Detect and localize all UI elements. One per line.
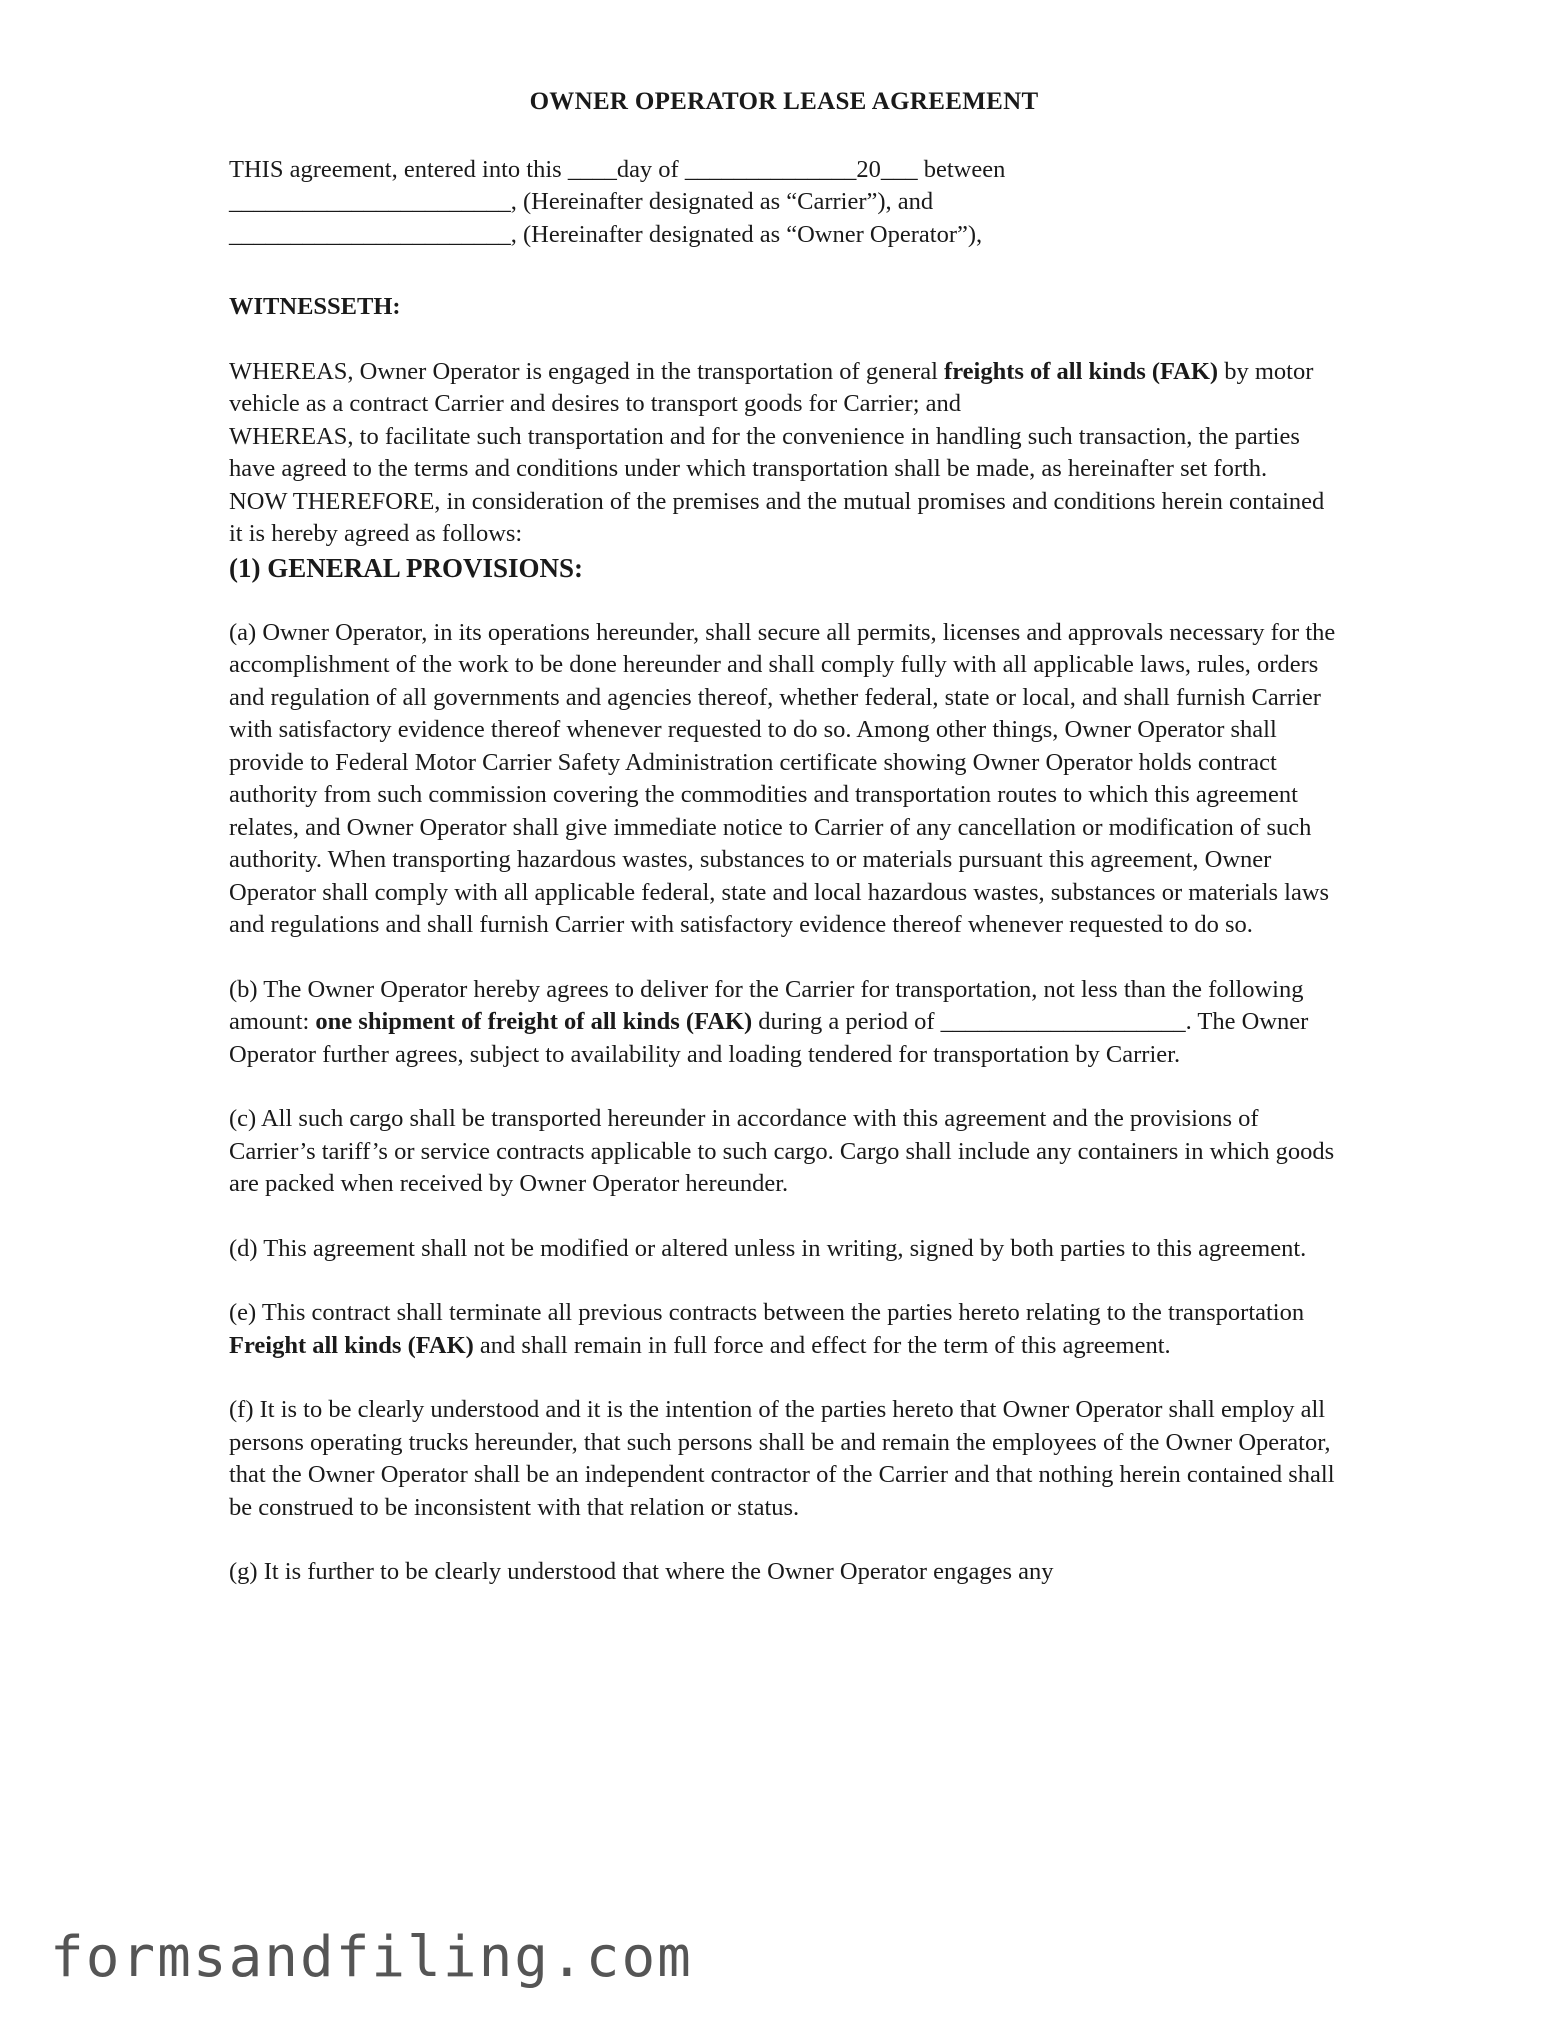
witnesseth-heading: WITNESSETH:: [229, 293, 401, 320]
document-title: OWNER OPERATOR LEASE AGREEMENT: [529, 88, 1039, 115]
provision-f: (f) It is to be clearly understood and it is the intention of the parties hereto that Owner Operator shall employ all persons operating trucks hereunder, that such persons shall be and remain the employees of the Owner Operator, that the Owner Operator shall be an independent contractor of the Carrier and that nothing herein contained shall be construed to be inconsistent with that relation or status.: [229, 1396, 1335, 1521]
provision-c: (c) All such cargo shall be transported hereunder in accordance with this agreement and the provisions of Carrier’s tariff’s or service contracts applicable to such cargo. Cargo shall include any containers in which goods are packed when received by Owner Operator hereunder.: [229, 1105, 1335, 1197]
intro-line-1: THIS agreement, entered into this ____day of ______________20___ between: [229, 155, 1006, 183]
provision-b: (b) The Owner Operator hereby agrees to deliver for the Carrier for transportation, not less than the following amount: one shipment of freight of all kinds (FAK) during a period of ____________________. The Owner Operator further agrees, subject to availability and loading tendered for transportation by Carrier.: [229, 975, 1309, 1068]
provision-a: (a) Owner Operator, in its operations hereunder, shall secure all permits, licenses and approvals necessary for the accomplishment of the work to be done hereunder and shall comply fully with all applicable laws, rules, orders and regulation of all governments and agencies thereof, whether federal, state or local, and shall furnish Carrier with satisfactory evidence thereof whenever requested to do so. Among other things, Owner Operator shall provide to Federal Motor Carrier Safety Administration certificate showing Owner Operator holds contract authority from such commission covering the commodities and transportation routes to which this agreement relates, and Owner Operator shall give immediate notice to Carrier of any cancellation or modification of such authority. When transporting hazardous wastes, substances to or materials pursuant this agreement, Owner Operator shall comply with all applicable federal, state and local hazardous wastes, substances or materials laws and regulations and shall furnish Carrier with satisfactory evidence thereof whenever requested to do so.: [229, 618, 1336, 938]
provision-g: (g) It is further to be clearly understood that where the Owner Operator engages any: [229, 1558, 1054, 1585]
whereas-clause-2: WHEREAS, to facilitate such transportation and for the convenience in handling such transaction, the parties have agreed to the terms and conditions under which transportation shall be made, as hereinafter set forth.: [229, 422, 1300, 482]
provision-d: (d) This agreement shall not be modified or altered unless in writing, signed by both parties to this agreement.: [229, 1234, 1307, 1262]
intro-line-2: _______________________, (Hereinafter designated as “Carrier”), and: [229, 188, 934, 215]
watermark: formsandfiling.com: [50, 1925, 693, 1990]
section-general-provisions-heading: (1) GENERAL PROVISIONS:: [229, 552, 584, 583]
now-therefore-clause: NOW THEREFORE, in consideration of the premises and the mutual promises and conditions herein contained it is hereby agreed as follows:: [229, 487, 1325, 547]
intro-line-3: _______________________, (Hereinafter designated as “Owner Operator”),: [229, 220, 983, 248]
provision-e: (e) This contract shall terminate all previous contracts between the parties hereto relating to the transportation Freight all kinds (FAK) and shall remain in full force and effect for the term of this agreement.: [229, 1299, 1305, 1359]
document-page: [229, 86, 1339, 1621]
whereas-clause-1: WHEREAS, Owner Operator is engaged in the transportation of general freights of all kinds (FAK) by motor vehicle as a contract Carrier and desires to transport goods for Carrier; and: [229, 357, 1314, 417]
